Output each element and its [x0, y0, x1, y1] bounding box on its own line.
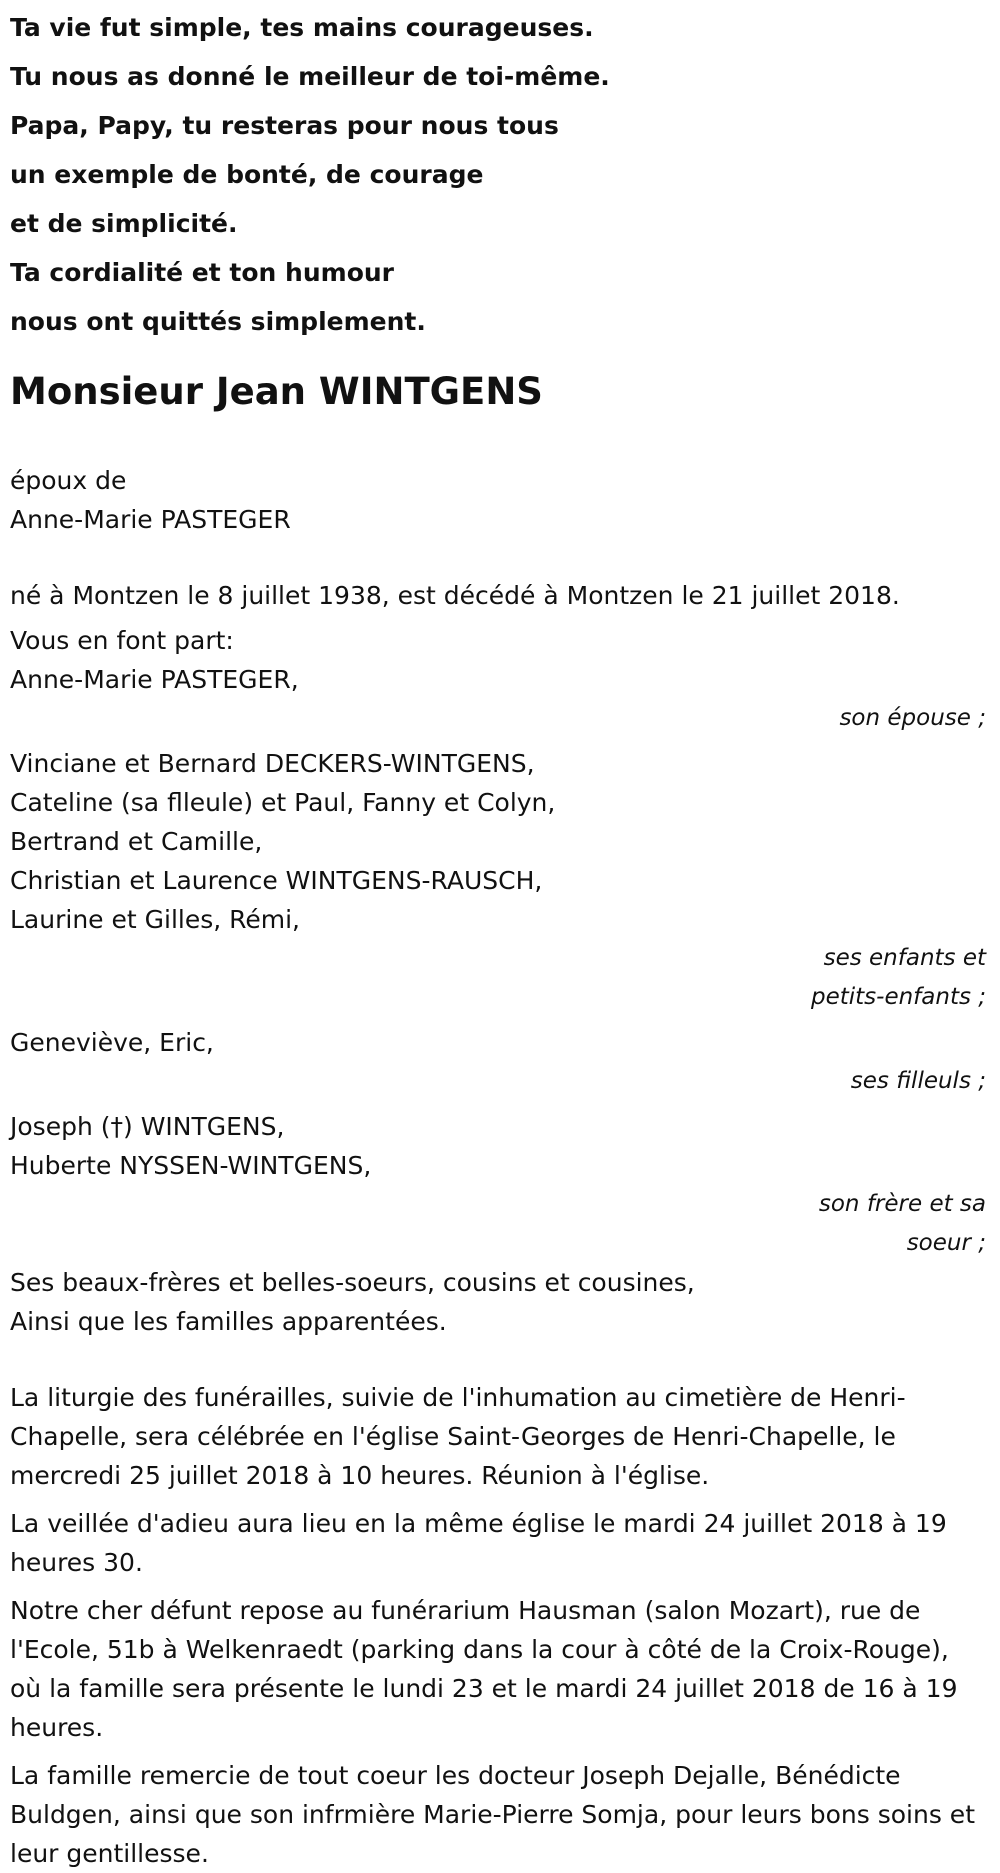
family-member-name: Christian et Laurence WINTGENS-RAUSCH, — [10, 866, 543, 895]
family-role: petits-enfants ; — [810, 984, 986, 1010]
family-role: ses filleuls ; — [850, 1068, 986, 1094]
family-member-name: Bertrand et Camille, — [10, 827, 263, 856]
family-member-name: Cateline (sa flleule) et Paul, Fanny et Colyn, — [10, 788, 556, 817]
funeral-home-paragraph: Notre cher défunt repose au funérarium Hausman (salon Mozart), rue de l'Ecole, 51b à Welkenraedt (parking dans la cour à côté de la Croix-Rouge), où la famille sera présente le lundi 23 et le mardi 24 juillet 2018 de 16 à 19 heures. — [10, 1596, 958, 1742]
spouse-intro: époux de — [10, 466, 127, 495]
poem-line: un exemple de bonté, de courage — [10, 160, 484, 189]
vigil-paragraph: La veillée d'adieu aura lieu en la même église le mardi 24 juillet 2018 à 19 heures 30. — [10, 1509, 947, 1577]
thanks-paragraph: La famille remercie de tout coeur les docteur Joseph Dejalle, Bénédicte Buldgen, ainsi que son infrmière Marie-Pierre Somja, pour leurs bons soins et leur gentillesse. — [10, 1761, 975, 1868]
funeral-liturgy-paragraph: La liturgie des funérailles, suivie de l'inhumation au cimetière de Henri-Chapelle, sera célébrée en l'église Saint-Georges de Henri-Chapelle, le mercredi 25 juillet 2018 à 10 heures. Réunion à l'église. — [10, 1383, 906, 1490]
birth-death-statement: né à Montzen le 8 juillet 1938, est décédé à Montzen le 21 juillet 2018. — [10, 581, 900, 610]
announcement-intro: Vous en font part: — [10, 626, 234, 655]
family-role: soeur ; — [906, 1230, 986, 1256]
extended-family-line: Ainsi que les familles apparentées. — [10, 1307, 447, 1336]
poem-line: Ta cordialité et ton humour — [10, 258, 394, 287]
family-member-name: Geneviève, Eric, — [10, 1028, 214, 1057]
family-group-godchildren — [10, 1023, 986, 1101]
poem-line: Ta vie fut simple, tes mains courageuses. — [10, 13, 594, 42]
family-member-name: Laurine et Gilles, Rémi, — [10, 905, 301, 934]
family-group-children — [10, 744, 986, 1017]
family-member-name: Huberte NYSSEN-WINTGENS, — [10, 1151, 372, 1180]
family-group-spouse — [10, 660, 986, 738]
family-member-name: Anne-Marie PASTEGER, — [10, 665, 299, 694]
family-role: son frère et sa — [818, 1191, 986, 1217]
spouse-name: Anne-Marie PASTEGER — [10, 505, 291, 534]
deceased-name: Monsieur Jean WINTGENS — [10, 370, 543, 413]
extended-family — [10, 1263, 986, 1341]
extended-family-line: Ses beaux-frères et belles-soeurs, cousins et cousines, — [10, 1268, 695, 1297]
spouse-block — [10, 461, 986, 539]
poem-line: Papa, Papy, tu resteras pour nous tous — [10, 111, 559, 140]
memorial-poem — [10, 0, 986, 346]
family-member-name: Joseph (†) WINTGENS, — [10, 1112, 285, 1141]
poem-line: nous ont quittés simplement. — [10, 307, 426, 336]
family-group-siblings — [10, 1107, 986, 1263]
family-role: ses enfants et — [823, 945, 986, 971]
poem-line: et de simplicité. — [10, 209, 238, 238]
family-member-name: Vinciane et Bernard DECKERS-WINTGENS, — [10, 749, 535, 778]
family-role: son épouse ; — [839, 705, 986, 731]
funeral-details — [10, 1378, 986, 1873]
poem-line: Tu nous as donné le meilleur de toi-même. — [10, 62, 610, 91]
